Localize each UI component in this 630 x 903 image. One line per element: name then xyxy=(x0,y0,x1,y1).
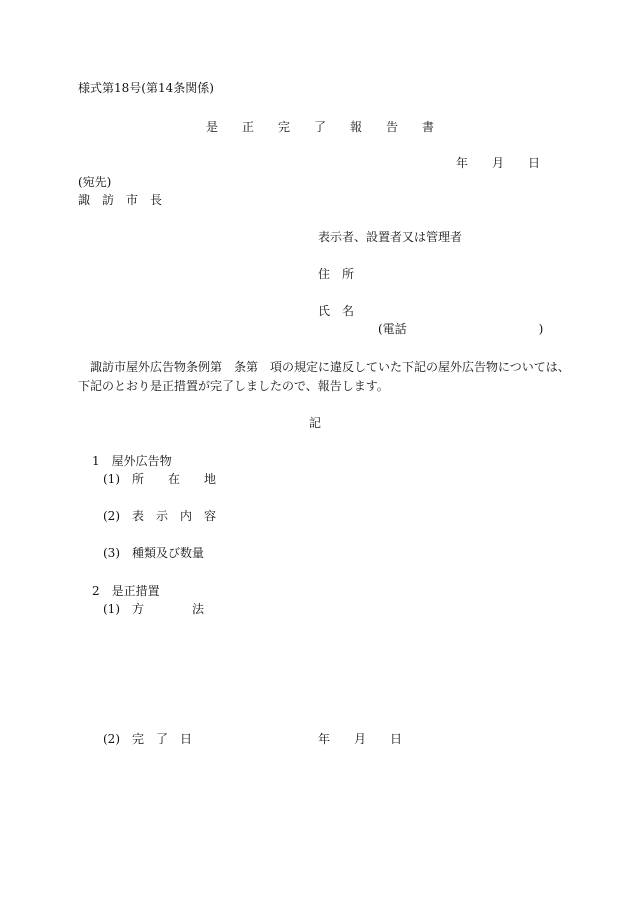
section-2-heading: 2 是正措置 xyxy=(92,584,160,598)
section-2-method: (1) 方 法 xyxy=(103,602,204,616)
section-1-heading: 1 屋外広告物 xyxy=(92,454,172,468)
section-1-item-location: (1) 所 在 地 xyxy=(103,472,216,486)
section-2-completion-date: 年 月 日 xyxy=(318,732,403,746)
page-title: 是 正 完 了 報 告 書 xyxy=(206,120,435,134)
reporter-address-label: 住 所 xyxy=(318,267,355,281)
section-2-completion-label: (2) 完 了 日 xyxy=(103,732,192,746)
addressee-label: (宛先) xyxy=(78,175,112,189)
body-text-line-2: 下記のとおり是正措置が完了しましたので、報告します。 xyxy=(78,379,389,393)
reporter-role: 表示者、設置者又は管理者 xyxy=(318,230,463,244)
reporter-name-label: 氏 名 xyxy=(318,304,355,318)
date-line: 年 月 日 xyxy=(456,156,541,170)
reporter-phone-line: (電話 ) xyxy=(378,322,544,336)
section-1-item-type-quantity: (3) 種類及び数量 xyxy=(103,546,204,560)
addressee: 諏 訪 市 長 xyxy=(78,193,163,207)
form-number: 様式第18号(第14条関係) xyxy=(78,81,214,95)
section-1-item-content: (2) 表 示 内 容 xyxy=(103,509,216,523)
ki-heading: 記 xyxy=(309,416,322,430)
body-text-line-1: 諏訪市屋外広告物条例第 条第 項の規定に違反していた下記の屋外広告物については、 xyxy=(90,360,570,374)
